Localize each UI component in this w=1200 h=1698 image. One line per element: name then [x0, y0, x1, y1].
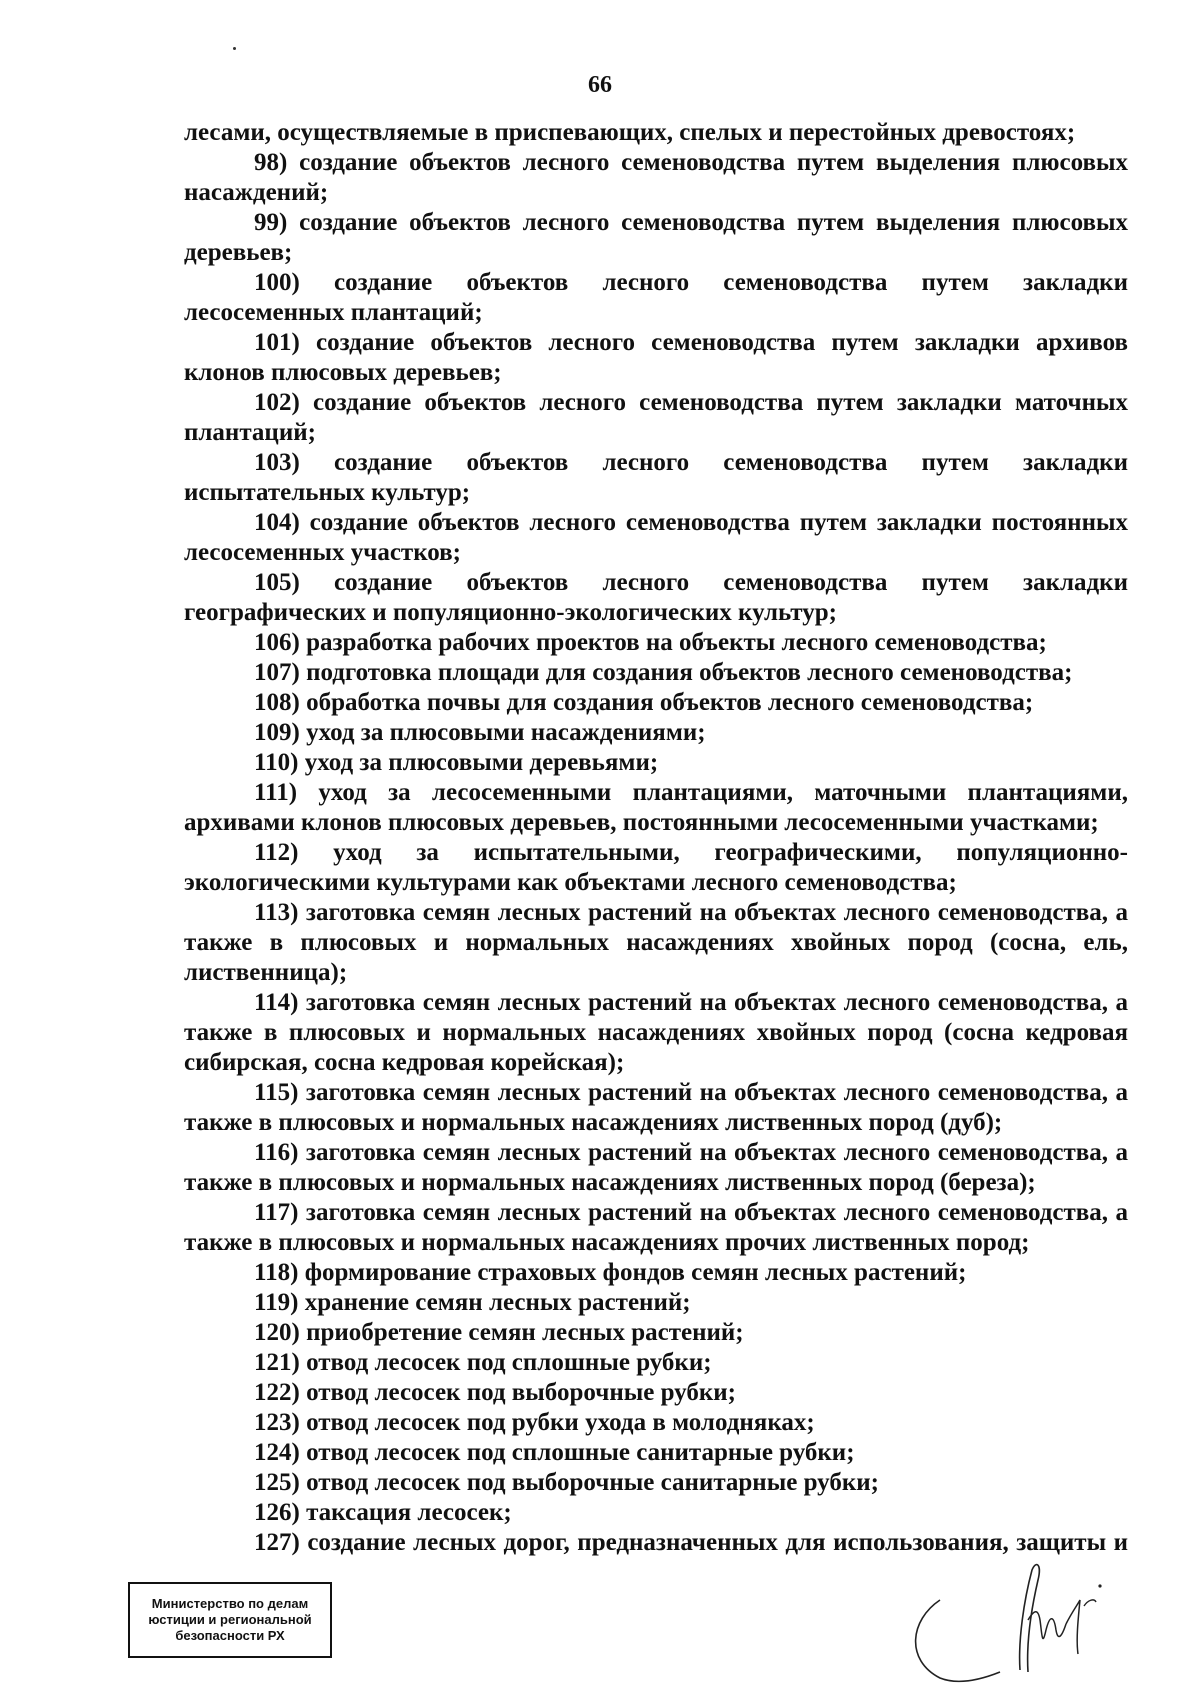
scan-speck: [233, 47, 236, 50]
text-line: 123) отвод лесосек под рубки ухода в молодняках;: [254, 1409, 815, 1436]
text-line: деревьев;: [184, 239, 293, 266]
text-line: лесосеменных участков;: [184, 539, 461, 566]
text-line: 124) отвод лесосек под сплошные санитарные рубки;: [254, 1439, 855, 1466]
text-line: также в плюсовых и нормальных насаждениях лиственных пород (дуб);: [184, 1109, 1003, 1136]
text-line: также в плюсовых и нормальных насаждениях прочих лиственных пород;: [184, 1229, 1030, 1256]
text-line: 118) формирование страховых фондов семян лесных растений;: [254, 1259, 967, 1286]
text-line: 101) создание объектов лесного семеноводства путем закладки архивов: [254, 329, 1128, 356]
text-line: также в плюсовых и нормальных насаждениях лиственных пород (береза);: [184, 1169, 1036, 1196]
ministry-stamp: [128, 1582, 332, 1658]
text-line: 98) создание объектов лесного семеноводства путем выделения плюсовых: [254, 149, 1128, 176]
text-line: лиственница);: [184, 959, 348, 986]
text-line: насаждений;: [184, 179, 329, 206]
text-line: также в плюсовых и нормальных насаждениях хвойных пород (сосна кедровая: [184, 1019, 1128, 1046]
text-line: 111) уход за лесосеменными плантациями, маточными плантациями,: [254, 779, 1128, 806]
text-line: 121) отвод лесосек под сплошные рубки;: [254, 1349, 712, 1376]
text-line: плантаций;: [184, 419, 316, 446]
text-line: 115) заготовка семян лесных растений на объектах лесного семеноводства, а: [254, 1079, 1128, 1106]
text-line: клонов плюсовых деревьев;: [184, 359, 502, 386]
text-line: 119) хранение семян лесных растений;: [254, 1289, 691, 1316]
text-line: 122) отвод лесосек под выборочные рубки;: [254, 1379, 736, 1406]
text-line: 99) создание объектов лесного семеноводства путем выделения плюсовых: [254, 209, 1128, 236]
text-line: лесосеменных плантаций;: [184, 299, 483, 326]
text-line: 102) создание объектов лесного семеноводства путем закладки маточных: [254, 389, 1128, 416]
text-line: 106) разработка рабочих проектов на объекты лесного семеноводства;: [254, 629, 1047, 656]
text-line: 114) заготовка семян лесных растений на объектах лесного семеноводства, а: [254, 989, 1128, 1016]
text-line: 108) обработка почвы для создания объектов лесного семеноводства;: [254, 689, 1034, 716]
document-body: [184, 118, 1128, 1558]
text-line: 109) уход за плюсовыми насаждениями;: [254, 719, 706, 746]
text-line: географических и популяционно-экологических культур;: [184, 599, 837, 626]
text-line: 113) заготовка семян лесных растений на объектах лесного семеноводства, а: [254, 899, 1128, 926]
text-line: лесами, осуществляемые в приспевающих, спелых и перестойных древостоях;: [184, 119, 1076, 146]
text-line: 107) подготовка площади для создания объектов лесного семеноводства;: [254, 659, 1073, 686]
text-line: экологическими культурами как объектами лесного семеноводства;: [184, 869, 957, 896]
text-line: 127) создание лесных дорог, предназначенных для использования, защиты и: [254, 1529, 1128, 1556]
text-line: архивами клонов плюсовых деревьев, постоянными лесосеменными участками;: [184, 809, 1099, 836]
text-line: 100) создание объектов лесного семеноводства путем закладки: [254, 269, 1128, 296]
stamp-line: Министерство по делам: [151, 1596, 309, 1611]
stamp-line: безопасности РХ: [175, 1628, 285, 1643]
text-line: сибирская, сосна кедровая корейская);: [184, 1049, 625, 1076]
text-line: также в плюсовых и нормальных насаждениях хвойных пород (сосна, ель,: [184, 929, 1128, 956]
text-line: 104) создание объектов лесного семеноводства путем закладки постоянных: [254, 509, 1128, 536]
text-line: 120) приобретение семян лесных растений;: [254, 1319, 744, 1346]
text-line: 116) заготовка семян лесных растений на объектах лесного семеноводства, а: [254, 1139, 1128, 1166]
page-number: 66: [588, 72, 612, 98]
handwritten-signature-icon: [900, 1560, 1130, 1690]
text-line: 126) таксация лесосек;: [254, 1499, 512, 1526]
stamp-line: юстиции и региональной: [148, 1612, 312, 1627]
text-line: испытательных культур;: [184, 479, 471, 506]
text-line: 103) создание объектов лесного семеноводства путем закладки: [254, 449, 1128, 476]
text-line: 110) уход за плюсовыми деревьями;: [254, 749, 659, 776]
text-line: 105) создание объектов лесного семеноводства путем закладки: [254, 569, 1128, 596]
text-line: 112) уход за испытательными, географическими, популяционно-: [254, 839, 1128, 866]
text-line: 125) отвод лесосек под выборочные санитарные рубки;: [254, 1469, 879, 1496]
text-line: 117) заготовка семян лесных растений на объектах лесного семеноводства, а: [254, 1199, 1128, 1226]
